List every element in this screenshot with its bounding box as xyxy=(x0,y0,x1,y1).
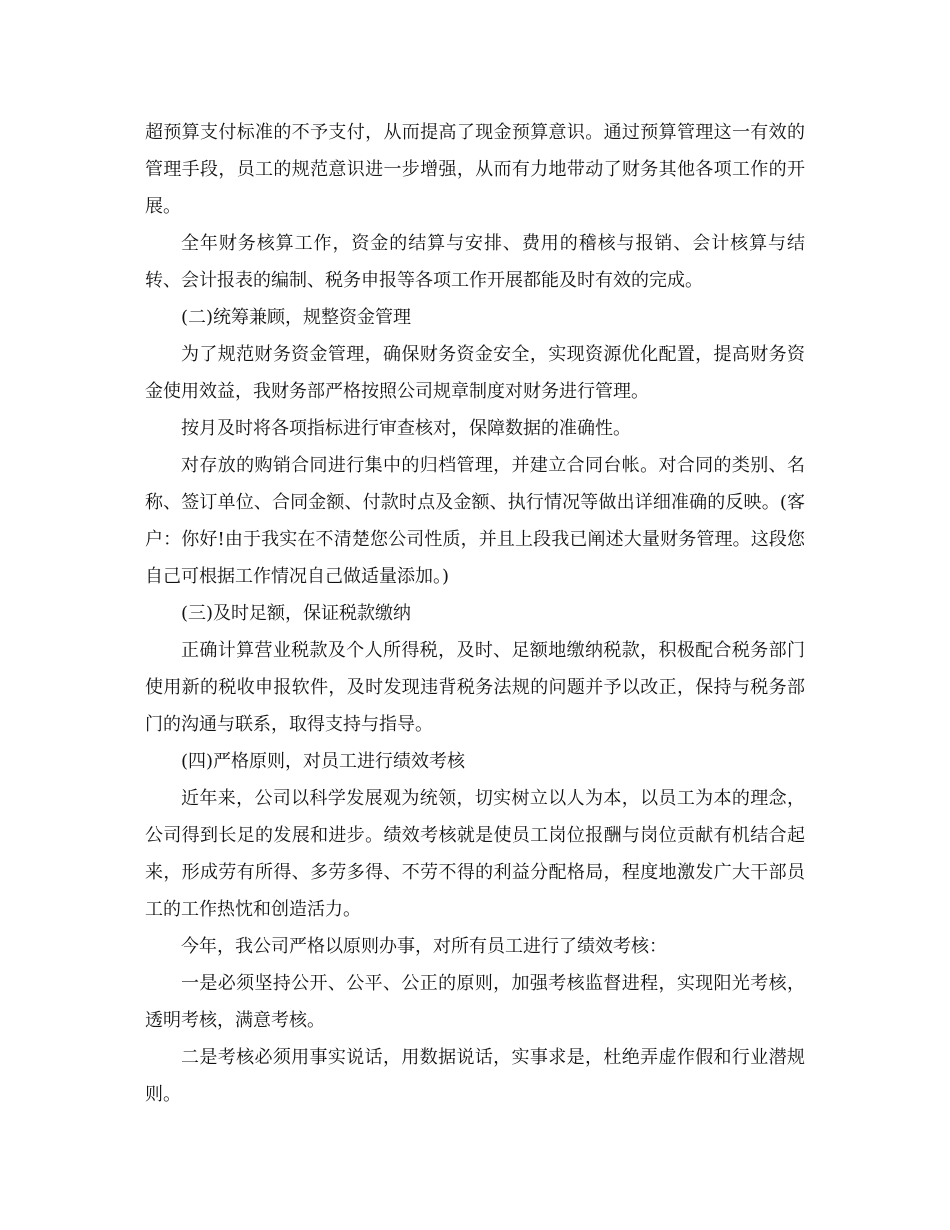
paragraph-indicator-review: 按月及时将各项指标进行审查核对，保障数据的准确性。 xyxy=(181,418,631,439)
paragraph-performance-philosophy: 近年来，公司以科学发展观为统领，切实树立以人为本，以员工为本的理念，公司得到长足的发展和进步。绩效考核就是使员工岗位报酬与岗位贡献有机结合起来，形成劳有所得、多劳多得、不劳不得的利益分配格局，程度地激发广大干部员工的工作热忱和创造活力。 xyxy=(145,788,805,920)
paragraph-budget-awareness: 超预算支付标准的不予支付，从而提高了现金预算意识。通过预算管理这一有效的管理手段，员工的规范意识进一步增强，从而有力地带动了财务其他各项工作的开展。 xyxy=(145,122,805,217)
section-heading-tax-payment: (三)及时足额，保证税款缴纳 xyxy=(181,603,412,624)
paragraph-contract-management: 对存放的购销合同进行集中的归档管理，并建立合同台帐。对合同的类别、名称、签订单位、合同金额、付款时点及金额、执行情况等做出详细准确的反映。(客户：你好!由于我实在不清楚您公司性质，并且上段我已阐述大量财务管理。这段您自己可根据工作情况自己做适量添加。) xyxy=(145,455,805,587)
paragraph-performance-this-year: 今年，我公司严格以原则办事，对所有员工进行了绩效考核： xyxy=(181,936,667,957)
paragraph-principle-two: 二是考核必须用事实说话，用数据说话，实事求是，杜绝弄虚作假和行业潜规则。 xyxy=(145,1047,805,1105)
paragraph-fund-management: 为了规范财务资金管理，确保财务资金安全，实现资源优化配置，提高财务资金使用效益，我财务部严格按照公司规章制度对财务进行管理。 xyxy=(145,344,805,402)
paragraph-accounting-work: 全年财务核算工作，资金的结算与安排、费用的稽核与报销、会计核算与结转、会计报表的编制、税务申报等各项工作开展都能及时有效的完成。 xyxy=(145,233,805,291)
document-page xyxy=(145,114,805,1113)
paragraph-principle-one: 一是必须坚持公开、公平、公正的原则，加强考核监督进程，实现阳光考核，透明考核，满意考核。 xyxy=(145,973,805,1031)
paragraph-tax-payment: 正确计算营业税款及个人所得税，及时、足额地缴纳税款，积极配合税务部门使用新的税收申报软件，及时发现违背税务法规的问题并予以改正，保持与税务部门的沟通与联系，取得支持与指导。 xyxy=(145,640,805,735)
section-heading-performance-review: (四)严格原则，对员工进行绩效考核 xyxy=(181,751,466,772)
section-heading-fund-management: (二)统筹兼顾，规整资金管理 xyxy=(181,307,412,328)
